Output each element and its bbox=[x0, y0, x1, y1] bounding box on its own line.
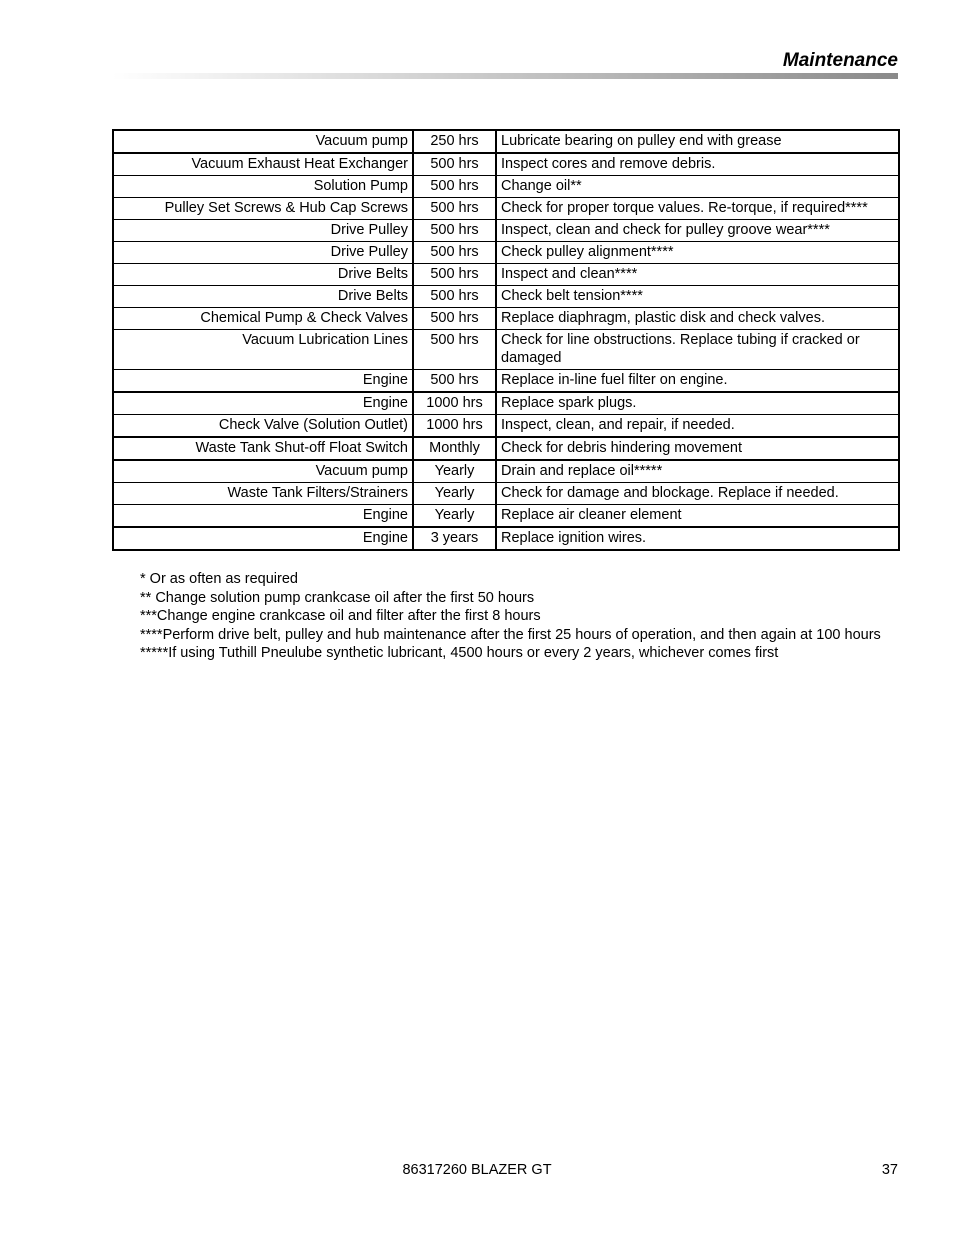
interval-cell: 1000 hrs bbox=[413, 392, 496, 415]
action-cell: Check for damage and blockage. Replace if needed. bbox=[496, 483, 899, 505]
action-cell: Inspect, clean, and repair, if needed. bbox=[496, 415, 899, 438]
interval-cell: Yearly bbox=[413, 460, 496, 483]
component-cell: Drive Belts bbox=[113, 286, 413, 308]
footnote: ****Perform drive belt, pulley and hub maintenance after the first 25 hours of operation, and then again at 100 hours bbox=[140, 626, 881, 643]
component-cell: Drive Pulley bbox=[113, 242, 413, 264]
table-row bbox=[113, 392, 899, 415]
interval-cell: 1000 hrs bbox=[413, 415, 496, 438]
table-row bbox=[113, 220, 899, 242]
table-row bbox=[113, 153, 899, 176]
interval-cell: 500 hrs bbox=[413, 308, 496, 330]
action-cell: Replace in-line fuel filter on engine. bbox=[496, 370, 899, 393]
action-cell: Inspect cores and remove debris. bbox=[496, 153, 899, 176]
action-cell: Drain and replace oil***** bbox=[496, 460, 899, 483]
footnote: ***Change engine crankcase oil and filter after the first 8 hours bbox=[140, 608, 541, 625]
table-row bbox=[113, 437, 899, 460]
table-row bbox=[113, 527, 899, 550]
section-title: Maintenance bbox=[782, 50, 898, 71]
action-cell: Check for line obstructions. Replace tubing if cracked or damaged bbox=[496, 330, 899, 370]
action-cell: Lubricate bearing on pulley end with grease bbox=[496, 130, 899, 153]
component-cell: Engine bbox=[113, 505, 413, 528]
component-cell: Vacuum pump bbox=[113, 130, 413, 153]
action-cell: Change oil** bbox=[496, 176, 899, 198]
component-cell: Waste Tank Shut-off Float Switch bbox=[113, 437, 413, 460]
interval-cell: Monthly bbox=[413, 437, 496, 460]
action-cell: Check belt tension**** bbox=[496, 286, 899, 308]
table-row bbox=[113, 370, 899, 393]
table-row bbox=[113, 242, 899, 264]
table-row bbox=[113, 198, 899, 220]
component-cell: Engine bbox=[113, 527, 413, 550]
table-row bbox=[113, 415, 899, 438]
page-number: 37 bbox=[881, 1162, 898, 1178]
component-cell: Vacuum pump bbox=[113, 460, 413, 483]
component-cell: Engine bbox=[113, 370, 413, 393]
footnote: *****If using Tuthill Pneulube synthetic lubricant, 4500 hours or every 2 years, whichever comes first bbox=[140, 645, 779, 662]
action-cell: Replace ignition wires. bbox=[496, 527, 899, 550]
interval-cell: Yearly bbox=[413, 483, 496, 505]
table-row bbox=[113, 460, 899, 483]
interval-cell: Yearly bbox=[413, 505, 496, 528]
interval-cell: 500 hrs bbox=[413, 198, 496, 220]
maintenance-schedule-table bbox=[112, 129, 900, 551]
action-cell: Replace diaphragm, plastic disk and check valves. bbox=[496, 308, 899, 330]
action-cell: Replace spark plugs. bbox=[496, 392, 899, 415]
component-cell: Waste Tank Filters/Strainers bbox=[113, 483, 413, 505]
interval-cell: 500 hrs bbox=[413, 153, 496, 176]
header-gradient-rule bbox=[112, 73, 898, 79]
action-cell: Inspect, clean and check for pulley groove wear**** bbox=[496, 220, 899, 242]
action-cell: Replace air cleaner element bbox=[496, 505, 899, 528]
component-cell: Drive Belts bbox=[113, 264, 413, 286]
table-row bbox=[113, 176, 899, 198]
footnote: ** Change solution pump crankcase oil after the first 50 hours bbox=[140, 589, 535, 606]
interval-cell: 250 hrs bbox=[413, 130, 496, 153]
component-cell: Solution Pump bbox=[113, 176, 413, 198]
table-row bbox=[113, 330, 899, 370]
interval-cell: 500 hrs bbox=[413, 370, 496, 393]
interval-cell: 500 hrs bbox=[413, 176, 496, 198]
component-cell: Vacuum Lubrication Lines bbox=[113, 330, 413, 370]
action-cell: Check for debris hindering movement bbox=[496, 437, 899, 460]
table-row bbox=[113, 483, 899, 505]
component-cell: Drive Pulley bbox=[113, 220, 413, 242]
footnote: * Or as often as required bbox=[140, 571, 298, 587]
interval-cell: 3 years bbox=[413, 527, 496, 550]
interval-cell: 500 hrs bbox=[413, 330, 496, 370]
interval-cell: 500 hrs bbox=[413, 264, 496, 286]
component-cell: Check Valve (Solution Outlet) bbox=[113, 415, 413, 438]
interval-cell: 500 hrs bbox=[413, 220, 496, 242]
component-cell: Engine bbox=[113, 392, 413, 415]
footer-document-id: 86317260 BLAZER GT bbox=[402, 1162, 552, 1178]
table-row bbox=[113, 505, 899, 528]
action-cell: Inspect and clean**** bbox=[496, 264, 899, 286]
component-cell: Pulley Set Screws & Hub Cap Screws bbox=[113, 198, 413, 220]
component-cell: Vacuum Exhaust Heat Exchanger bbox=[113, 153, 413, 176]
table-row bbox=[113, 264, 899, 286]
table-row bbox=[113, 130, 899, 153]
action-cell: Check for proper torque values. Re-torque, if required**** bbox=[496, 198, 899, 220]
table-row bbox=[113, 308, 899, 330]
component-cell: Chemical Pump & Check Valves bbox=[113, 308, 413, 330]
table-row bbox=[113, 286, 899, 308]
action-cell: Check pulley alignment**** bbox=[496, 242, 899, 264]
interval-cell: 500 hrs bbox=[413, 286, 496, 308]
interval-cell: 500 hrs bbox=[413, 242, 496, 264]
footnotes bbox=[140, 570, 900, 663]
